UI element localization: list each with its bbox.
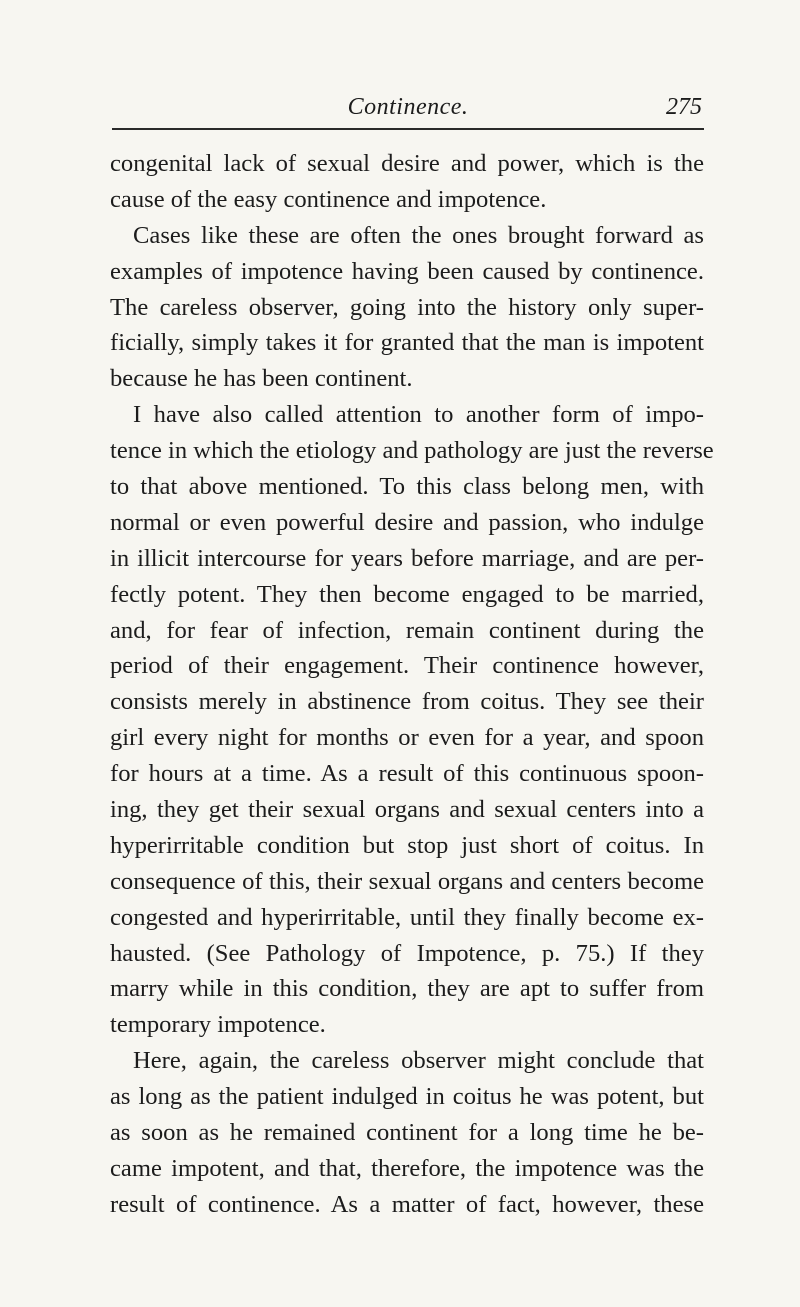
text-line: temporary impotence. [110,1011,326,1039]
text-line: congenital lack of sexual desire and power, which is the [110,150,704,177]
text-line: cause of the easy continence and impotence. [110,185,547,213]
text-line: I have also called attention to another form of impo- [133,401,704,429]
text-line: ing, they get their sexual organs and sexual centers into a [110,796,704,824]
text-line: marry while in this condition, they are apt to suffer from [110,975,704,1003]
text-line: normal or even powerful desire and passion, who indulge [110,508,704,536]
text-line: Here, again, the careless observer might conclude that [133,1047,704,1075]
text-line: congested and hyperirritable, until they finally become ex- [110,903,704,931]
text-line: for hours at a time. As a result of this continuous spoon- [110,760,704,788]
text-line: ficially, simply takes it for granted that the man is impotent [110,329,704,357]
text-line: period of their engagement. Their continence however, [110,652,704,680]
text-line: consists merely in abstinence from coitus. They see their [110,688,704,716]
text-line: to that above mentioned. To this class belong men, with [110,473,704,501]
text-line: as soon as he remained continent for a long time he be- [110,1119,704,1147]
text-line: The careless observer, going into the history only super- [110,293,704,321]
text-line: consequence of this, their sexual organs and centers become [110,867,704,895]
text-line: examples of impotence having been caused by continence. [110,257,704,285]
text-line: girl every night for months or even for a year, and spoon [110,724,704,752]
text-line: result of continence. As a matter of fact, however, these [110,1190,704,1218]
text-line: because he has been continent. [110,365,413,393]
text-line: and, for fear of infection, remain continent during the [110,616,704,644]
text-line: Cases like these are often the ones brought forward as [133,221,704,249]
running-head [112,94,704,130]
text-line: came impotent, and that, therefore, the impotence was the [110,1154,704,1182]
header-rule [112,128,704,130]
page-number: 275 [666,94,702,120]
body-text [110,146,714,1223]
text-line: hyperirritable condition but stop just short of coitus. In [110,831,704,859]
text-line: fectly potent. They then become engaged to be married, [110,580,704,608]
text-line: as long as the patient indulged in coitus he was potent, but [110,1083,704,1111]
text-line: in illicit intercourse for years before marriage, and are per- [110,544,704,572]
text-line: hausted. (See Pathology of Impotence, p. 75.) If they [110,939,704,967]
text-line: tence in which the etiology and pathology are just the reverse [110,437,714,465]
running-title: Continence. [347,94,469,120]
